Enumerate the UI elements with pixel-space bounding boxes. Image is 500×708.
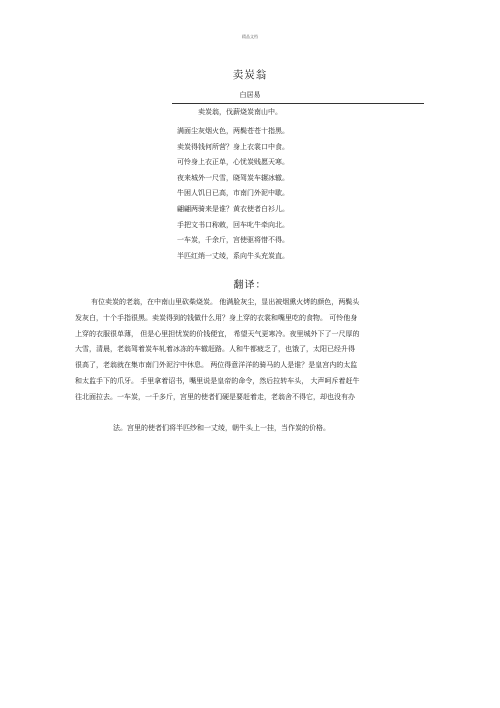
poem-line: 卖炭得钱何所营？身上衣裳口中食。 bbox=[177, 142, 289, 151]
poem-line: 牛困人饥日已高，市南门外泥中歇。 bbox=[177, 189, 289, 198]
translation-line: 往北面拉去。一车炭，一千多斤，宫里的使者们硬是要赶着走，老翁舍不得它，却也没有办 bbox=[75, 392, 355, 401]
poem-title: 卖炭翁 bbox=[232, 69, 268, 81]
poem-line: 一车炭，千余斤，宫使驱将惜不得。 bbox=[177, 236, 289, 245]
translation-line: 发灰白，十个手指很黑。卖炭得到的钱做什么用？身上穿的衣裳和嘴里吃的食物。 可怜他身 bbox=[75, 313, 358, 322]
poem-line: 翩翩两骑来是谁？黄衣使者白衫儿。 bbox=[177, 204, 289, 213]
poem-lines bbox=[177, 124, 289, 264]
title-rule bbox=[172, 103, 424, 104]
poem-author: 白居易 bbox=[239, 91, 261, 99]
header-note: 精品文档 bbox=[242, 34, 258, 39]
poem-first-line: 卖炭翁，伐薪烧炭南山中。 bbox=[198, 108, 282, 116]
poem-line: 半匹红绡一丈绫，系向牛头充炭直。 bbox=[177, 251, 289, 260]
poem-line: 手把文书口称敕，回车叱牛牵向北。 bbox=[177, 220, 289, 229]
translation-line: 很高了，老翁就在集市南门外泥泞中休息。 两位得意洋洋的骑马的人是谁？是皇宫内的太监 bbox=[75, 361, 358, 370]
translation-title: 翻译： bbox=[233, 280, 267, 291]
translation-line: 上穿的衣服很单薄， 但是心里担忧炭的价钱便宜， 希望天气更寒冷。夜里城外下了一尺厚的 bbox=[75, 329, 360, 338]
poem-line: 夜来城外一尺雪，晓驾炭车辗冰辙。 bbox=[177, 173, 289, 182]
translation-line: 大雪，清晨，老翁驾着炭车轧着冰冻的车辙赶路。人和牛都疲乏了，也饿了，太阳已经升得 bbox=[75, 345, 355, 354]
translation-lines bbox=[0, 295, 500, 437]
poem-line: 可怜身上衣正单，心忧炭贱愿天寒。 bbox=[177, 158, 289, 167]
translation-line: 有位卖炭的老翁，在中南山里砍柴烧炭。 他满脸灰尘，显出被烟熏火烤的颜色，两鬓头 bbox=[91, 298, 360, 306]
translation-line: 和太监手下的爪牙。 手里拿着诏书，嘴里说是皇帝的命令，然后拉转车头， 大声呵斥着赶牛 bbox=[75, 376, 360, 385]
translation-line: 法。宫里的使者们将半匹纱和一丈绫，朝牛头上一挂，当作炭的价格。 bbox=[113, 424, 330, 433]
poem-line: 满面尘灰烟火色，两鬓苍苍十指黑。 bbox=[177, 127, 289, 135]
translation-line bbox=[0, 406, 500, 422]
